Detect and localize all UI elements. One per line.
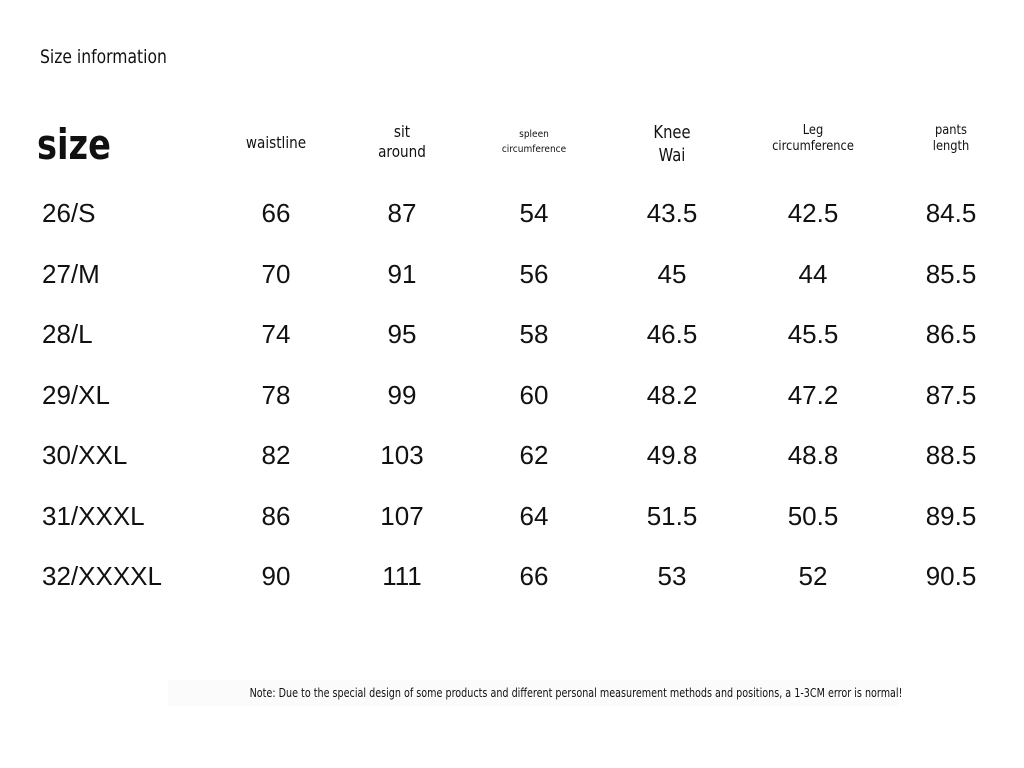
value-cell-spleen-circumference: 64 — [519, 501, 549, 531]
value-cell-leg-circumference: 45.5 — [787, 319, 839, 349]
size-name-cell: 27/M — [42, 259, 100, 289]
value-cell-sit-around: 87 — [387, 198, 417, 228]
value-cell-sit-around: 99 — [387, 380, 417, 410]
value-cell-pants-length: 85.5 — [925, 259, 977, 289]
value-cell-waistline: 82 — [261, 440, 291, 470]
column-header-line: spleen — [519, 129, 549, 140]
value-cell-pants-length: 89.5 — [925, 501, 977, 531]
measurement-note-text: Note: Due to the special design of some products and different personal measurement methods and positions, a 1-3CM error is normal! — [249, 686, 903, 700]
value-cell-pants-length: 84.5 — [925, 198, 977, 228]
size-name-cell: 32/XXXXL — [42, 561, 162, 591]
column-header-line: pants — [935, 123, 967, 138]
value-cell-knee-wai: 43.5 — [646, 198, 698, 228]
size-name-cell: 30/XXL — [42, 440, 128, 470]
column-header-line: Wai — [658, 144, 686, 166]
value-cell-sit-around: 95 — [387, 319, 417, 349]
column-header-line: sit — [393, 122, 411, 141]
size-name-cell: 28/L — [42, 319, 93, 349]
column-header-line: length — [932, 139, 970, 155]
value-cell-knee-wai: 49.8 — [646, 440, 698, 470]
value-cell-pants-length: 88.5 — [925, 440, 977, 470]
column-header-knee-wai — [602, 122, 741, 167]
value-cell-waistline: 90 — [261, 561, 291, 591]
value-cell-spleen-circumference: 56 — [519, 259, 549, 289]
value-cell-spleen-circumference: 58 — [519, 319, 549, 349]
value-cell-spleen-circumference: 54 — [519, 198, 549, 228]
value-cell-leg-circumference: 52 — [798, 561, 828, 591]
column-header-line: Knee — [653, 122, 691, 143]
value-cell-pants-length: 87.5 — [925, 380, 977, 410]
measurement-note — [168, 680, 903, 706]
column-header-waistline — [204, 133, 349, 153]
column-header-pants-length — [876, 123, 1024, 156]
page-title: Size information — [40, 46, 167, 68]
value-cell-leg-circumference: 47.2 — [787, 380, 839, 410]
value-cell-knee-wai: 51.5 — [646, 501, 698, 531]
value-cell-leg-circumference: 42.5 — [787, 198, 839, 228]
value-cell-spleen-circumference: 60 — [519, 380, 549, 410]
column-header-line: Leg — [802, 123, 824, 138]
value-cell-knee-wai: 48.2 — [646, 380, 698, 410]
value-cell-leg-circumference: 50.5 — [787, 501, 839, 531]
size-name-cell: 26/S — [42, 198, 96, 228]
value-cell-sit-around: 91 — [387, 259, 417, 289]
value-cell-sit-around: 103 — [380, 440, 424, 470]
value-cell-waistline: 70 — [261, 259, 291, 289]
column-header-line: around — [378, 142, 426, 161]
value-cell-knee-wai: 46.5 — [646, 319, 698, 349]
value-cell-waistline: 78 — [261, 380, 291, 410]
value-cell-pants-length: 86.5 — [925, 319, 977, 349]
value-cell-spleen-circumference: 62 — [519, 440, 549, 470]
column-header-line: circumference — [501, 144, 567, 155]
column-header-sit-around — [330, 122, 475, 162]
value-cell-waistline: 74 — [261, 319, 291, 349]
column-header-spleen-circumference — [458, 127, 611, 157]
size-name-cell: 31/XXXL — [42, 501, 145, 531]
value-cell-waistline: 66 — [261, 198, 291, 228]
size-name-cell: 29/XL — [42, 380, 110, 410]
value-cell-waistline: 86 — [261, 501, 291, 531]
value-cell-pants-length: 90.5 — [925, 561, 977, 591]
size-column-header: size — [37, 120, 111, 169]
value-cell-leg-circumference: 44 — [798, 259, 828, 289]
value-cell-knee-wai: 53 — [657, 561, 687, 591]
value-cell-spleen-circumference: 66 — [519, 561, 549, 591]
value-cell-sit-around: 107 — [380, 501, 424, 531]
column-header-line: waistline — [245, 133, 307, 152]
value-cell-sit-around: 111 — [382, 561, 422, 591]
value-cell-knee-wai: 45 — [657, 259, 687, 289]
column-header-leg-circumference — [738, 123, 888, 156]
value-cell-leg-circumference: 48.8 — [787, 440, 839, 470]
column-header-line: circumference — [772, 139, 854, 155]
